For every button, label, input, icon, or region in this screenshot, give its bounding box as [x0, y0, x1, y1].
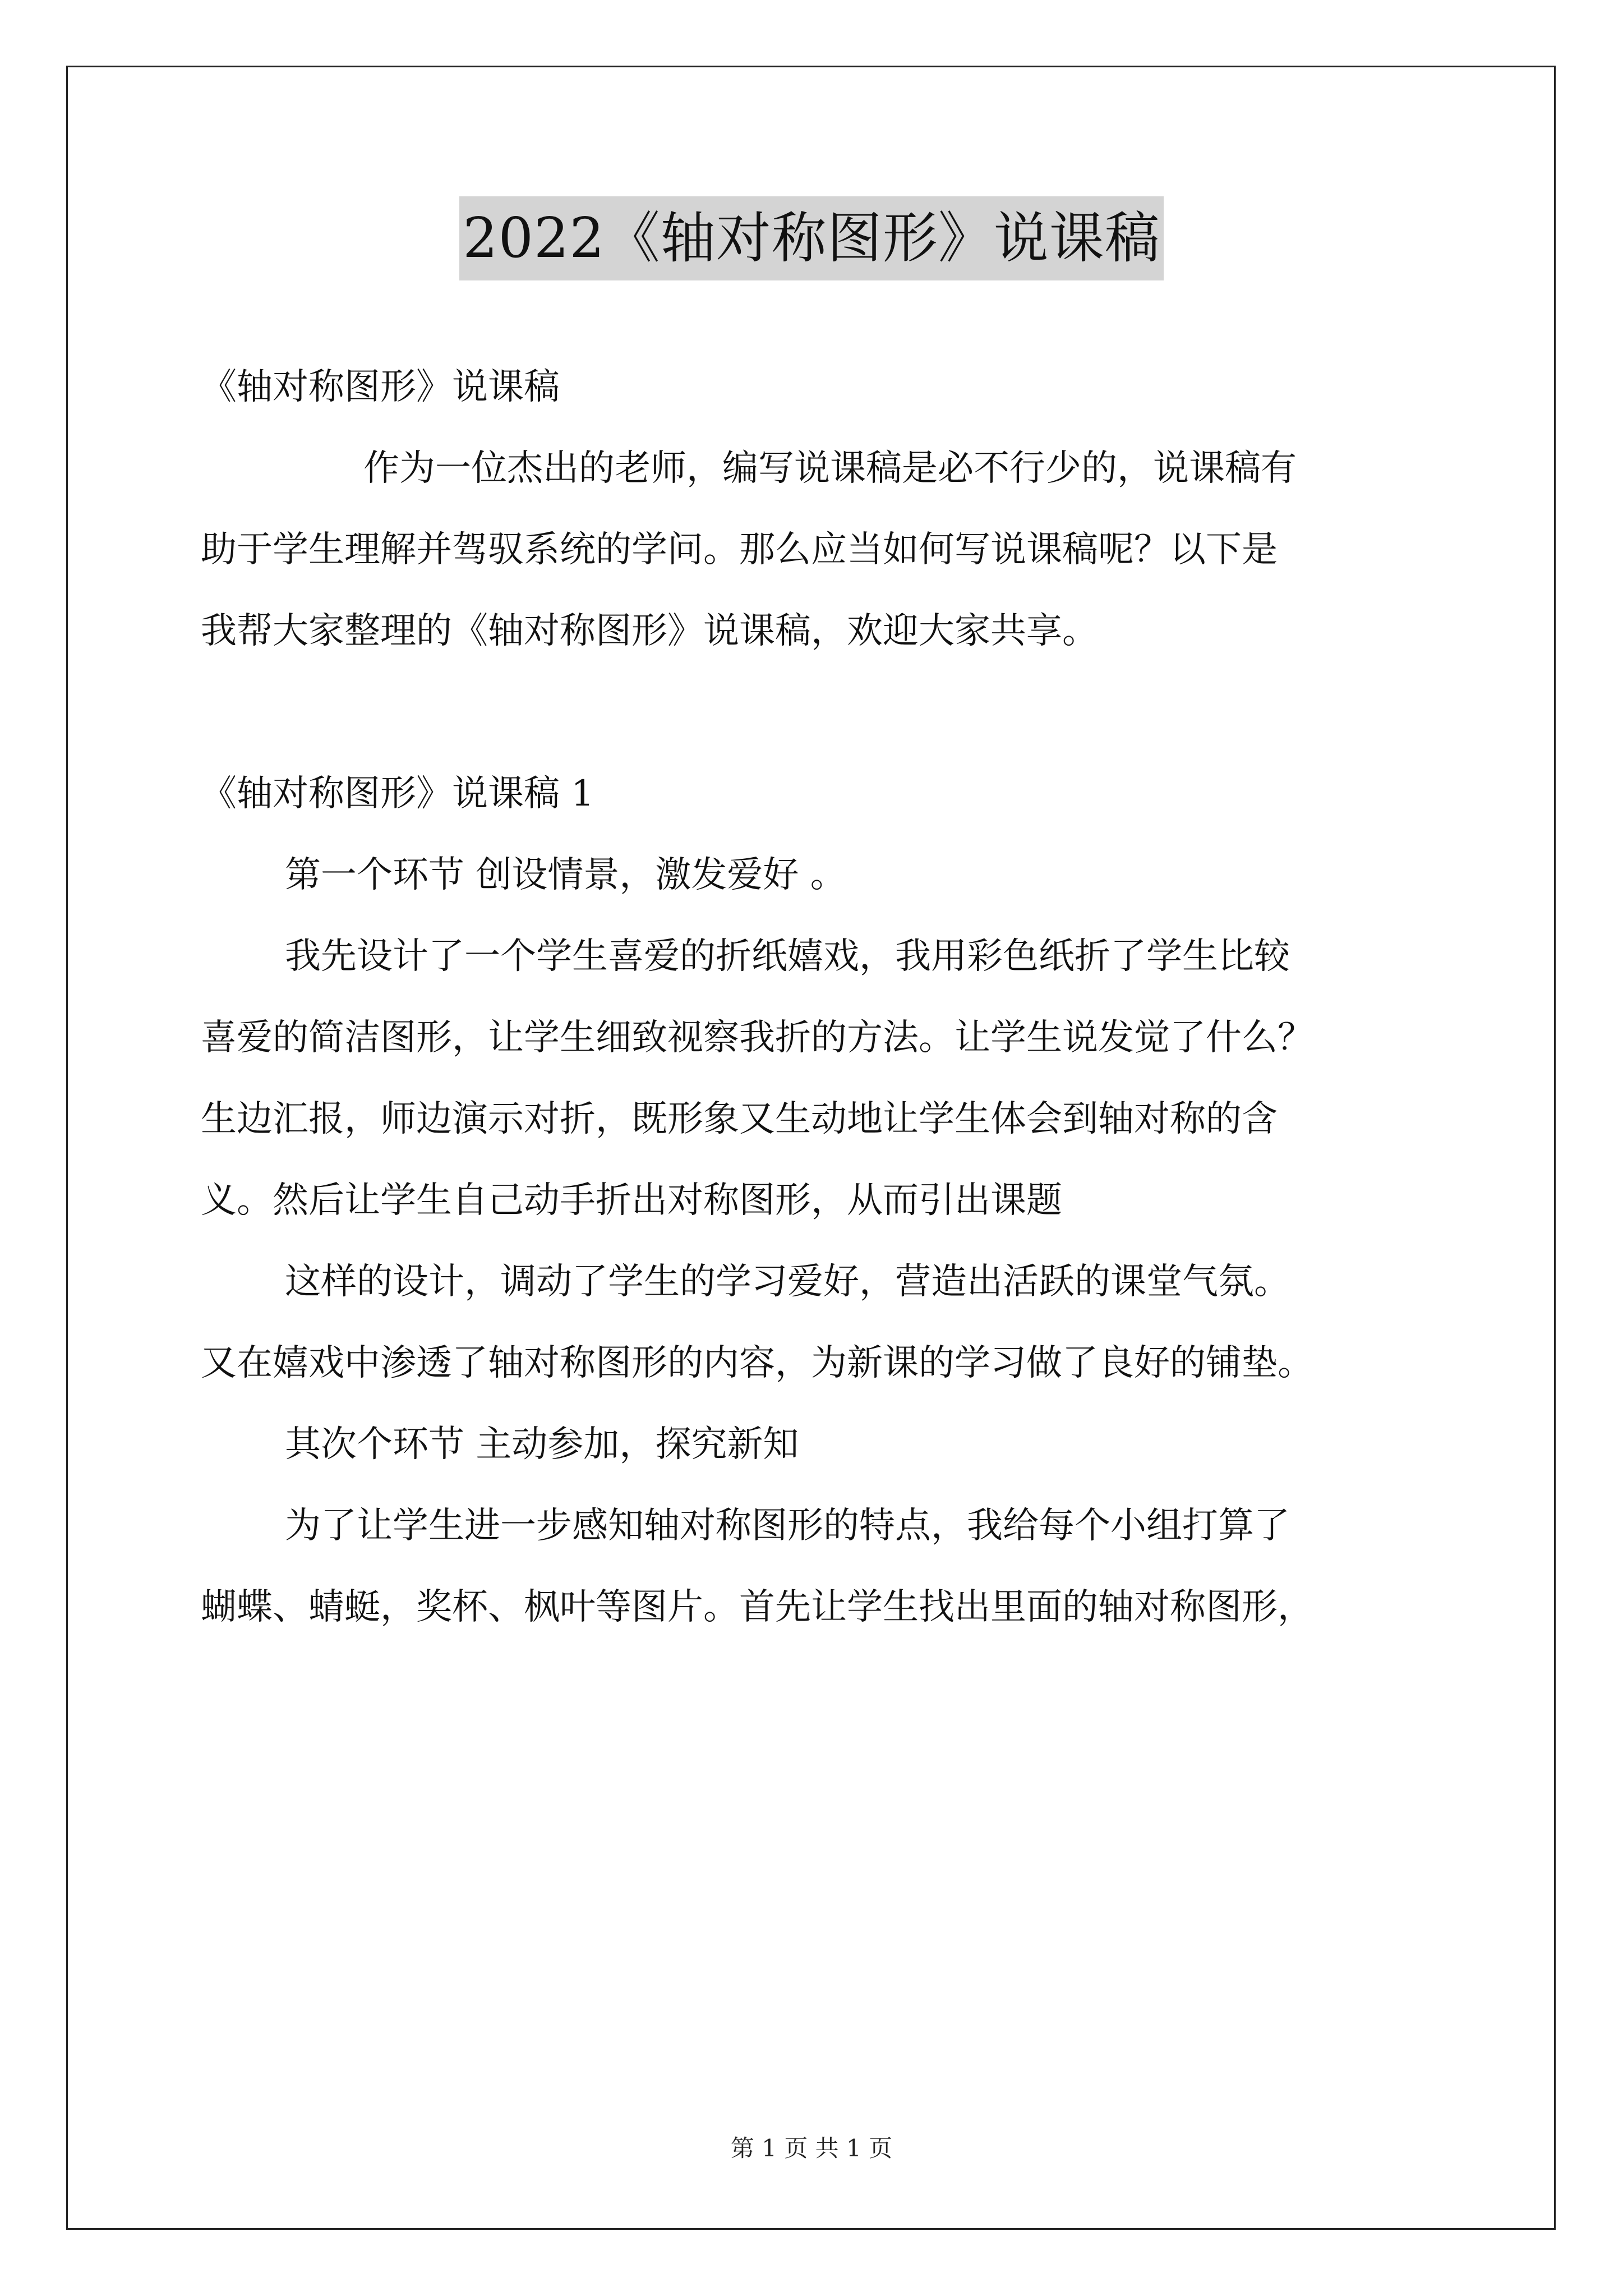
subtitle: 《轴对称图形》说课稿 [201, 366, 560, 408]
paragraph-line: 义。然后让学生自己动手折出对称图形，从而引出课题 [201, 1180, 1062, 1221]
intro-line: 助于学生理解并驾驭系统的学问。那么应当如何写说课稿呢？以下是 [201, 529, 1278, 570]
paragraph-line: 喜爱的简洁图形，让学生细致视察我折的方法。让学生说发觉了什么？ [201, 1017, 1313, 1059]
paragraph-line: 这样的设计，调动了学生的学习爱好，营造出活跃的课堂气氛。 [285, 1261, 1290, 1303]
paragraph-spacer [201, 672, 1435, 753]
document-body [201, 347, 1435, 1648]
title-container [0, 196, 1623, 280]
step-heading: 其次个环节 主动参加，探究新知 [285, 1424, 799, 1465]
page-footer: 第 1 页 共 1 页 [730, 2134, 893, 2162]
paragraph-line: 为了让学生进一步感知轴对称图形的特点，我给每个小组打算了 [285, 1505, 1290, 1547]
paragraph-line: 我先设计了一个学生喜爱的折纸嬉戏，我用彩色纸折了学生比较 [285, 936, 1290, 977]
step-heading: 第一个环节 创设情景，激发爱好 。 [285, 854, 846, 896]
document-title: 2022《轴对称图形》说课稿 [459, 196, 1163, 280]
paragraph-line: 蝴蝶、蜻蜓，奖杯、枫叶等图片。首先让学生找出里面的轴对称图形， [201, 1586, 1313, 1628]
paragraph-line: 生边汇报，师边演示对折，既形象又生动地让学生体会到轴对称的含 [201, 1098, 1278, 1140]
intro-line: 作为一位杰出的老师，编写说课稿是必不行少的，说课稿有 [363, 448, 1297, 489]
paragraph-line: 又在嬉戏中渗透了轴对称图形的内容，为新课的学习做了良好的铺垫。 [201, 1342, 1313, 1384]
section-heading: 《轴对称图形》说课稿 1 [201, 773, 594, 815]
intro-line: 我帮大家整理的《轴对称图形》说课稿，欢迎大家共享。 [201, 610, 1098, 652]
